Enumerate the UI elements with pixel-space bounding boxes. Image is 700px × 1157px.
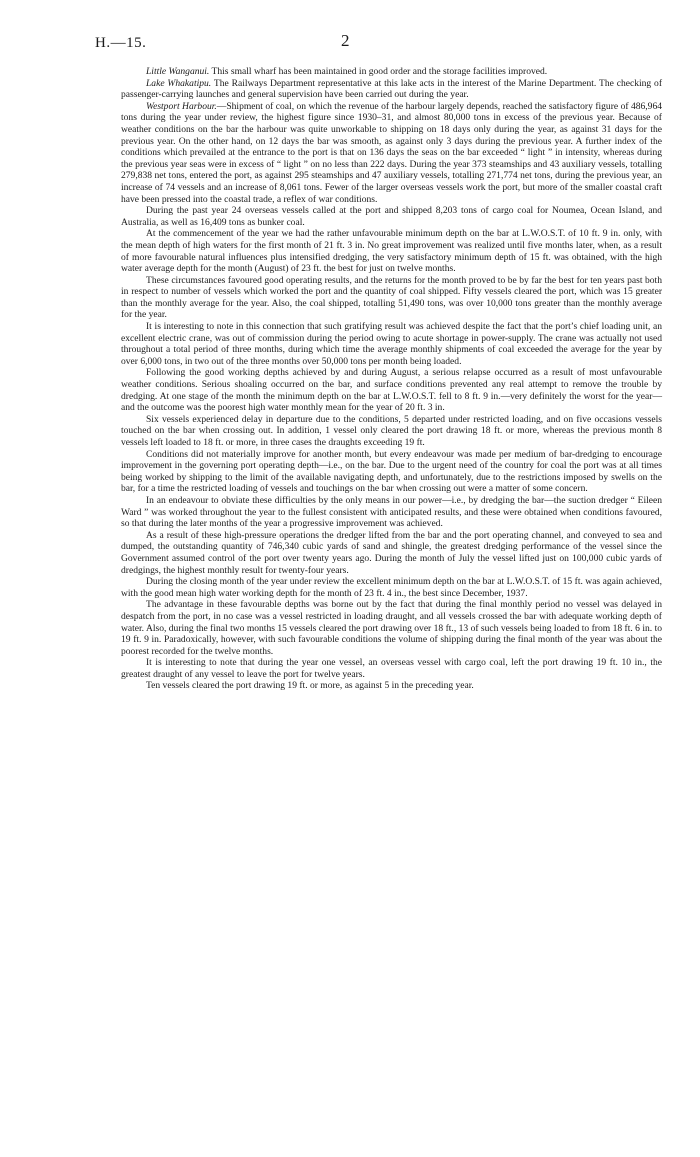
report-reference: H.—15. bbox=[95, 35, 147, 51]
body-text bbox=[121, 66, 662, 692]
paragraph-heading: Little Wanganui. bbox=[146, 66, 210, 77]
paragraph: Conditions did not materially improve for another month, but every endeavour was made per medium of bar-dredging to encourage improvement in the governing port operating depth—i.e., on the bar. Due to the urgent need of the country for coal the port was at all times being worked by shipping to the limit of the available navigating depth, and unfortunately, due to the restrictions imposed by swells on the bar, for a time the restricted loading of vessels and touchings on the bar when crossing out were a matter of some concern. bbox=[121, 448, 662, 495]
paragraph: During the closing month of the year under review the excellent minimum depth on the bar at L.W.O.S.T. of 15 ft. was again achieved, with the good mean high water working depth for the month of 23 ft. 4 in., the best since December, 1937. bbox=[121, 576, 662, 599]
paragraph: In an endeavour to obviate these difficulties by the only means in our power—i.e., by dredging the bar—the suction dredger “ Eileen Ward ” was worked throughout the year to the fullest consistent with anticipated results, and these were obtained when conditions favoured, so that during the later months of the year a progressive improvement was achieved. bbox=[121, 494, 662, 530]
paragraph: During the past year 24 overseas vessels called at the port and shipped 8,203 tons of cargo coal for Noumea, Ocean Island, and Australia, as well as 16,409 tons as bunker coal. bbox=[121, 205, 662, 228]
paragraph: Ten vessels cleared the port drawing 19 ft. or more, as against 5 in the preceding year. bbox=[146, 680, 474, 692]
paragraph: At the commencement of the year we had the rather unfavourable minimum depth on the bar at L.W.O.S.T. of 10 ft. 9 in. only, with the mean depth of high waters for the first month of 21 ft. 3 in. No great improvement was realized until five months later, when, as a result of more favourable natural influences plus intensified dredging, the very satisfactory minimum depth of 15 ft. was obtained, with the high water average depth for the month (August) of 23 ft. the best for just on twelve months. bbox=[121, 228, 662, 275]
paragraph-little-wanganui: Little Wanganui. This small wharf has been maintained in good order and the storage facilities improved. bbox=[146, 66, 548, 77]
paragraph: It is interesting to note in this connection that such gratifying result was achieved despite the fact that the port’s chief loading unit, an excellent electric crane, was out of commission during the period owing to acute shortage in power-supply. The crane was actually not used throughout a total period of three months, during which time the average monthly shipments of coal exceeded the average for the year by over 6,000 tons, in two out of the three months over 50,000 tons per month being loaded. bbox=[121, 321, 662, 367]
page-number: 2 bbox=[341, 31, 350, 50]
paragraph-westport-harbour: Westport Harbour.—Shipment of coal, on which the revenue of the harbour largely depends, reached the satisfactory figure of 486,964 tons during the year under review, the highest figure since 1930–31, and almost 80,000 tons in excess of the previous year. Because of weather conditions on the bar the harbour was quite unworkable to shipping on 18 days only during the year, as against 31 days for the previous year. On the other hand, on 12 days the bar was smooth, as against only 3 days during the previous year. A further index of the conditions which prevailed at the entrance to the port is that on 136 days the seas on the bar exceeded “ light ” in intensity, whereas during the previous year seas were in excess of “ light ” on no less than 222 days. During the year 373 steamships and 43 auxiliary vessels, totalling 279,838 net tons, entered the port, as against 295 steamships and 47 auxiliary vessels, totalling 271,774 net tons, during the previous year, an increase of 74 vessels and an increase of 8,061 tons. Fewer of the larger overseas vessels work the port, but more of the smaller coastal craft have been pressed into the coastal trade, a reflex of war conditions. bbox=[121, 100, 662, 205]
paragraph: As a result of these high-pressure operations the dredger lifted from the bar and the port operating channel, and conveyed to sea and dumped, the outstanding quantity of 746,340 cubic yards of sand and shingle, the greatest dredging performance of the vessel since the Government assumed control of the port over twenty years ago. During the month of July the vessel lifted just on 100,000 cubic yards of dredgings, the highest monthly result for twenty-four years. bbox=[121, 529, 662, 576]
paragraph-heading: Lake Whakatipu. bbox=[146, 77, 212, 89]
paragraph-lake-whakatipu: Lake Whakatipu. The Railways Department representative at this lake acts in the interest of the Marine Department. The checking of passenger-carrying launches and general supervision have been carried out during the year. bbox=[121, 77, 662, 101]
paragraph: Six vessels experienced delay in departure due to the conditions, 5 departed under restricted loading, and on five occasions vessels touched on the bar when crossing out. In addition, 1 vessel only cleared the port drawing 18 ft. or more, whereas the previous month 8 vessels left loaded to 18 ft. or more, in three cases the draughts exceeding 19 ft. bbox=[121, 413, 662, 448]
paragraph: Following the good working depths achieved by and during August, a serious relapse occurred as a result of most unfavourable weather conditions. Serious shoaling occurred on the bar, and surface conditions prevented any real attempt to remove the trouble by dredging. At one stage of the month the minimum depth on the bar at L.W.O.S.T. fell to 8 ft. 9 in.—very definitely the worst for the year—and the outcome was the poorest high water monthly mean for the year of 20 ft. 3 in. bbox=[121, 367, 662, 414]
paragraph: The advantage in these favourable depths was borne out by the fact that during the final monthly period no vessel was delayed in despatch from the port, in no case was a vessel restricted in loading draught, and all vessels crossed the bar with adequate working depth of water. Also, during the final two months 15 vessels cleared the port drawing over 18 ft., 13 of such vessels being loaded to from 18 ft. 6 in. to 19 ft. 9 in. Paradoxically, however, with such favourable conditions the volume of shipping during the final month of the year was about the poorest recorded for the twelve months. bbox=[121, 599, 662, 657]
paragraph: These circumstances favoured good operating results, and the returns for the month proved to be by far the best for ten years past both in respect to number of vessels which worked the port and the quantity of coal shipped. Fifty vessels cleared the port, which was 15 greater than the monthly average for the year. Also, the coal shipped, totalling 51,490 tons, was over 10,000 tons greater than the monthly average for the year. bbox=[121, 274, 662, 321]
paragraph-heading: Westport Harbour. bbox=[146, 100, 217, 112]
paragraph: It is interesting to note that during the year one vessel, an overseas vessel with cargo coal, left the port drawing 19 ft. 10 in., the greatest draught of any vessel to leave the port for twelve years. bbox=[121, 657, 662, 680]
